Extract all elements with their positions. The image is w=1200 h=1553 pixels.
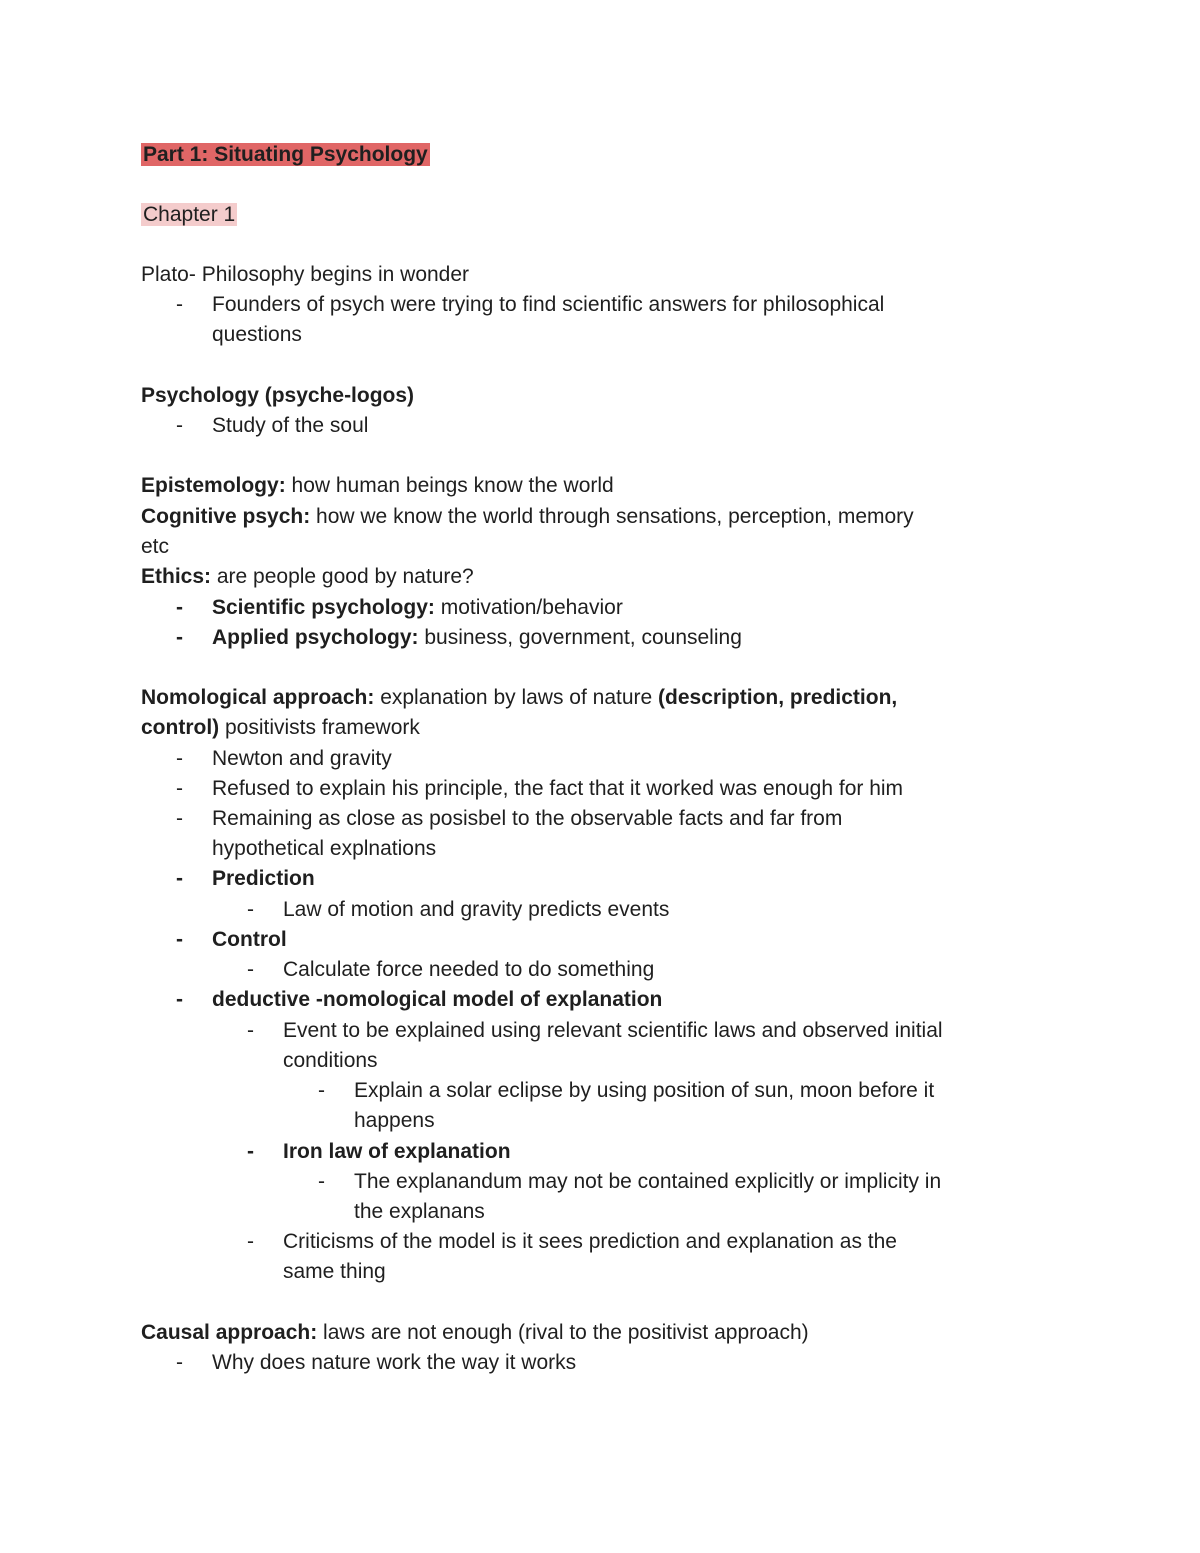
scientific-text: motivation/behavior	[434, 596, 623, 619]
nomological-term: Nomological approach:	[141, 686, 375, 709]
bullet-dash: -	[176, 293, 183, 316]
control-bullet: Calculate force needed to do something	[283, 958, 655, 981]
nomological-cont	[141, 713, 420, 743]
bullet-dash: -	[176, 928, 183, 951]
iron-law-bullet: The explanandum may not be contained explicitly or implicity in	[354, 1170, 942, 1193]
criticism-bullet: Criticisms of the model is it sees prediction and explanation as the	[283, 1230, 897, 1253]
iron-law-heading: Iron law of explanation	[283, 1140, 511, 1163]
control-heading: Control	[212, 928, 287, 951]
iron-law-bullet-cont: the explanans	[354, 1200, 485, 1223]
chapter-heading	[141, 200, 237, 230]
causal-line	[141, 1318, 809, 1348]
prediction-heading: Prediction	[212, 867, 315, 890]
applied-term: Applied psychology:	[212, 626, 419, 649]
psychology-bullet: Study of the soul	[212, 414, 369, 437]
nomological-bullet: Remaining as close as posisbel to the observable facts and far from	[212, 807, 843, 830]
epistemology-term: Epistemology:	[141, 474, 286, 497]
bullet-dash: -	[176, 747, 183, 770]
scientific-psych-line	[212, 593, 623, 623]
bullet-dash: -	[176, 988, 183, 1011]
bullet-dash: -	[176, 807, 183, 830]
bullet-dash: -	[318, 1170, 325, 1193]
chapter-heading-text: Chapter 1	[143, 203, 236, 226]
deductive-bullet-cont: conditions	[283, 1049, 378, 1072]
bullet-dash: -	[318, 1079, 325, 1102]
criticism-bullet-cont: same thing	[283, 1260, 386, 1283]
nomological-bullet: Newton and gravity	[212, 747, 392, 770]
eclipse-bullet: Explain a solar eclipse by using position of sun, moon before it	[354, 1079, 935, 1102]
bullet-dash: -	[176, 777, 183, 800]
epistemology-line	[141, 471, 614, 501]
nomological-cont-text: positivists framework	[219, 716, 420, 739]
intro-line: Plato- Philosophy begins in wonder	[141, 263, 470, 286]
bullet-dash: -	[247, 958, 254, 981]
part-heading	[141, 140, 430, 170]
cognitive-text: how we know the world through sensations, perception, memory	[310, 505, 914, 528]
prediction-bullet: Law of motion and gravity predicts events	[283, 898, 670, 921]
nomological-line	[141, 683, 897, 713]
deductive-bullet: Event to be explained using relevant scientific laws and observed initial	[283, 1019, 943, 1042]
causal-term: Causal approach:	[141, 1321, 318, 1344]
bullet-dash: -	[247, 1140, 254, 1163]
nomological-bullet-cont: hypothetical explnations	[212, 837, 437, 860]
bullet-dash: -	[176, 626, 183, 649]
ethics-line	[141, 562, 474, 592]
applied-psych-line	[212, 623, 742, 653]
nomological-paren-cont: control)	[141, 716, 220, 739]
psychology-term: Psychology (psyche-logos)	[141, 384, 415, 407]
intro-bullet: Founders of psych were trying to find scientific answers for philosophical	[212, 293, 885, 316]
bullet-dash: -	[247, 1230, 254, 1253]
eclipse-bullet-cont: happens	[354, 1109, 435, 1132]
epistemology-text: how human beings know the world	[285, 474, 614, 497]
cognitive-term: Cognitive psych:	[141, 505, 311, 528]
applied-text: business, government, counseling	[418, 626, 742, 649]
ethics-text: are people good by nature?	[211, 565, 474, 588]
causal-text: laws are not enough (rival to the positivist approach)	[317, 1321, 809, 1344]
ethics-term: Ethics:	[141, 565, 212, 588]
nomological-paren: (description, prediction,	[658, 686, 898, 709]
bullet-dash: -	[247, 1019, 254, 1042]
cognitive-cont: etc	[141, 535, 170, 558]
part-heading-text: Part 1: Situating Psychology	[143, 143, 428, 166]
deductive-heading: deductive -nomological model of explanation	[212, 988, 663, 1011]
scientific-term: Scientific psychology:	[212, 596, 435, 619]
nomological-text: explanation by laws of nature	[374, 686, 659, 709]
causal-bullet: Why does nature work the way it works	[212, 1351, 577, 1374]
bullet-dash: -	[247, 898, 254, 921]
bullet-dash: -	[176, 867, 183, 890]
bullet-dash: -	[176, 414, 183, 437]
intro-bullet-cont: questions	[212, 323, 302, 346]
bullet-dash: -	[176, 1351, 183, 1374]
nomological-bullet: Refused to explain his principle, the fact that it worked was enough for him	[212, 777, 904, 800]
bullet-dash: -	[176, 596, 183, 619]
cognitive-line	[141, 502, 914, 532]
